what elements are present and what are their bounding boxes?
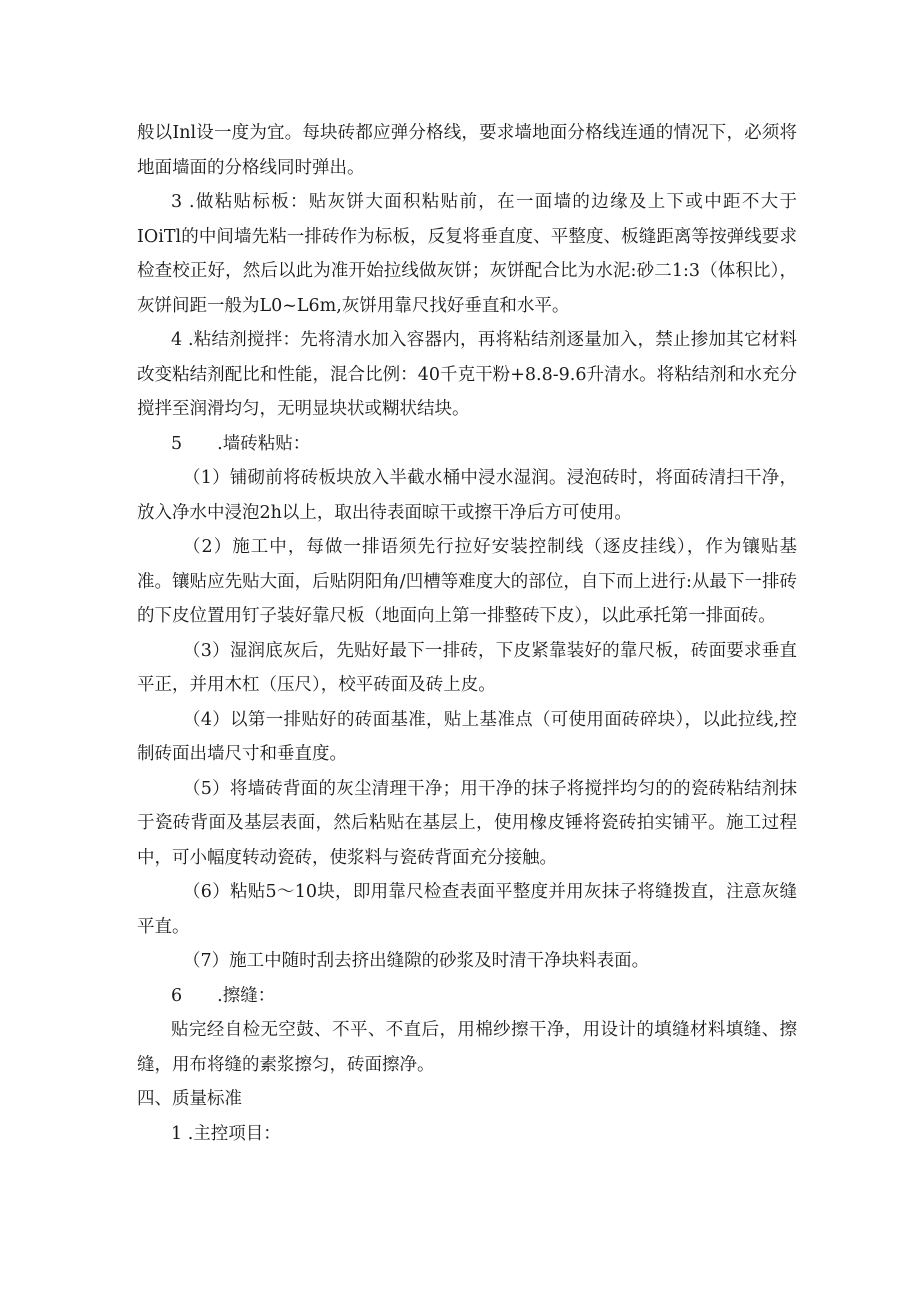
paragraph-step-3-marking-board: 3 .做粘贴标板：贴灰饼大面积粘贴前，在一面墙的边缘及上下或中距不大于IOiTl的中间墙先粘一排砖作为标板，反复将垂直度、平整度、板缝距离等按弹线要求检查校正好，然后以此为准开始拉线做灰饼；灰饼配合比为水泥:砂二1:3（体积比），灰饼间距一般为L0~L6m,灰饼用靠尺找好垂直和水平。 xyxy=(137,192,797,316)
heading-step-6-grouting: 6 .擦缝： xyxy=(171,985,276,1006)
paragraph-gridline-continuation: 般以Inl设一度为宜。每块砖都应弹分格线，要求墙地面分格线连通的情况下，必须将地面墙面的分格线同时弹出。 xyxy=(137,123,797,178)
heading-main-control-items: 1 .主控项目： xyxy=(171,1123,281,1144)
heading-step-5-wall-tile-pasting: 5 .墙砖粘贴： xyxy=(171,433,311,454)
paragraph-step-4-adhesive-mixing: 4 .粘结剂搅拌：先将清水加入容器内，再将粘结剂逐量加入，禁止掺加其它材料改变粘结剂配比和性能，混合比例：40千克干粉+8.8-9.6升清水。将粘结剂和水充分搅拌至润滑均匀，无明显块状或糊状结块。 xyxy=(137,330,797,419)
paragraph-sub-2-control-line: （2）施工中，每做一排语须先行拉好安装控制线（逐皮挂线），作为镶贴基准。镶贴应先贴大面，后贴阴阳角/凹槽等难度大的部位，自下而上进行:从最下一排砖的下皮位置用钉子装好靠尺板（地面向上第一排整砖下皮），以此承托第一排面砖。 xyxy=(137,537,797,626)
document-page xyxy=(137,116,797,1151)
paragraph-sub-6-flatness-check: （6）粘贴5～10块，即用靠尺检查表面平整度并用灰抹子将缝拨直，注意灰缝平直。 xyxy=(137,882,797,937)
paragraph-sub-3-bottom-row: （3）湿润底灰后，先贴好最下一排砖，下皮紧靠装好的靠尺板，砖面要求垂直平正，并用木杠（压尺），校平砖面及砖上皮。 xyxy=(137,640,797,695)
paragraph-sub-4-reference-point: （4）以第一排贴好的砖面基准，贴上基准点（可使用面砖碎块），以此拉线,控制砖面出墙尺寸和垂直度。 xyxy=(137,709,797,764)
paragraph-grouting-detail: 贴完经自检无空鼓、不平、不直后，用棉纱擦干净，用设计的填缝材料填缝、擦缝，用布将缝的素浆擦匀，砖面擦净。 xyxy=(137,1020,797,1075)
paragraph-sub-5-adhesive-application: （5）将墙砖背面的灰尘清理干净；用干净的抹子将搅拌均匀的的瓷砖粘结剂抹于瓷砖背面及基层表面，然后粘贴在基层上，使用橡皮锤将瓷砖拍实铺平。施工过程中，可小幅度转动瓷砖，使浆料与瓷砖背面充分接触。 xyxy=(137,778,797,868)
heading-section-4-quality-standard: 四、质量标准 xyxy=(137,1089,242,1109)
paragraph-sub-1-soaking: （1）铺砌前将砖板块放入半截水桶中浸水湿润。浸泡砖时，将面砖清扫干净，放入净水中浸泡2h以上，取出待表面晾干或擦干净后方可使用。 xyxy=(137,468,797,523)
paragraph-sub-7-cleanup: （7）施工中随时刮去挤出缝隙的砂浆及时清干净块料表面。 xyxy=(183,951,650,971)
